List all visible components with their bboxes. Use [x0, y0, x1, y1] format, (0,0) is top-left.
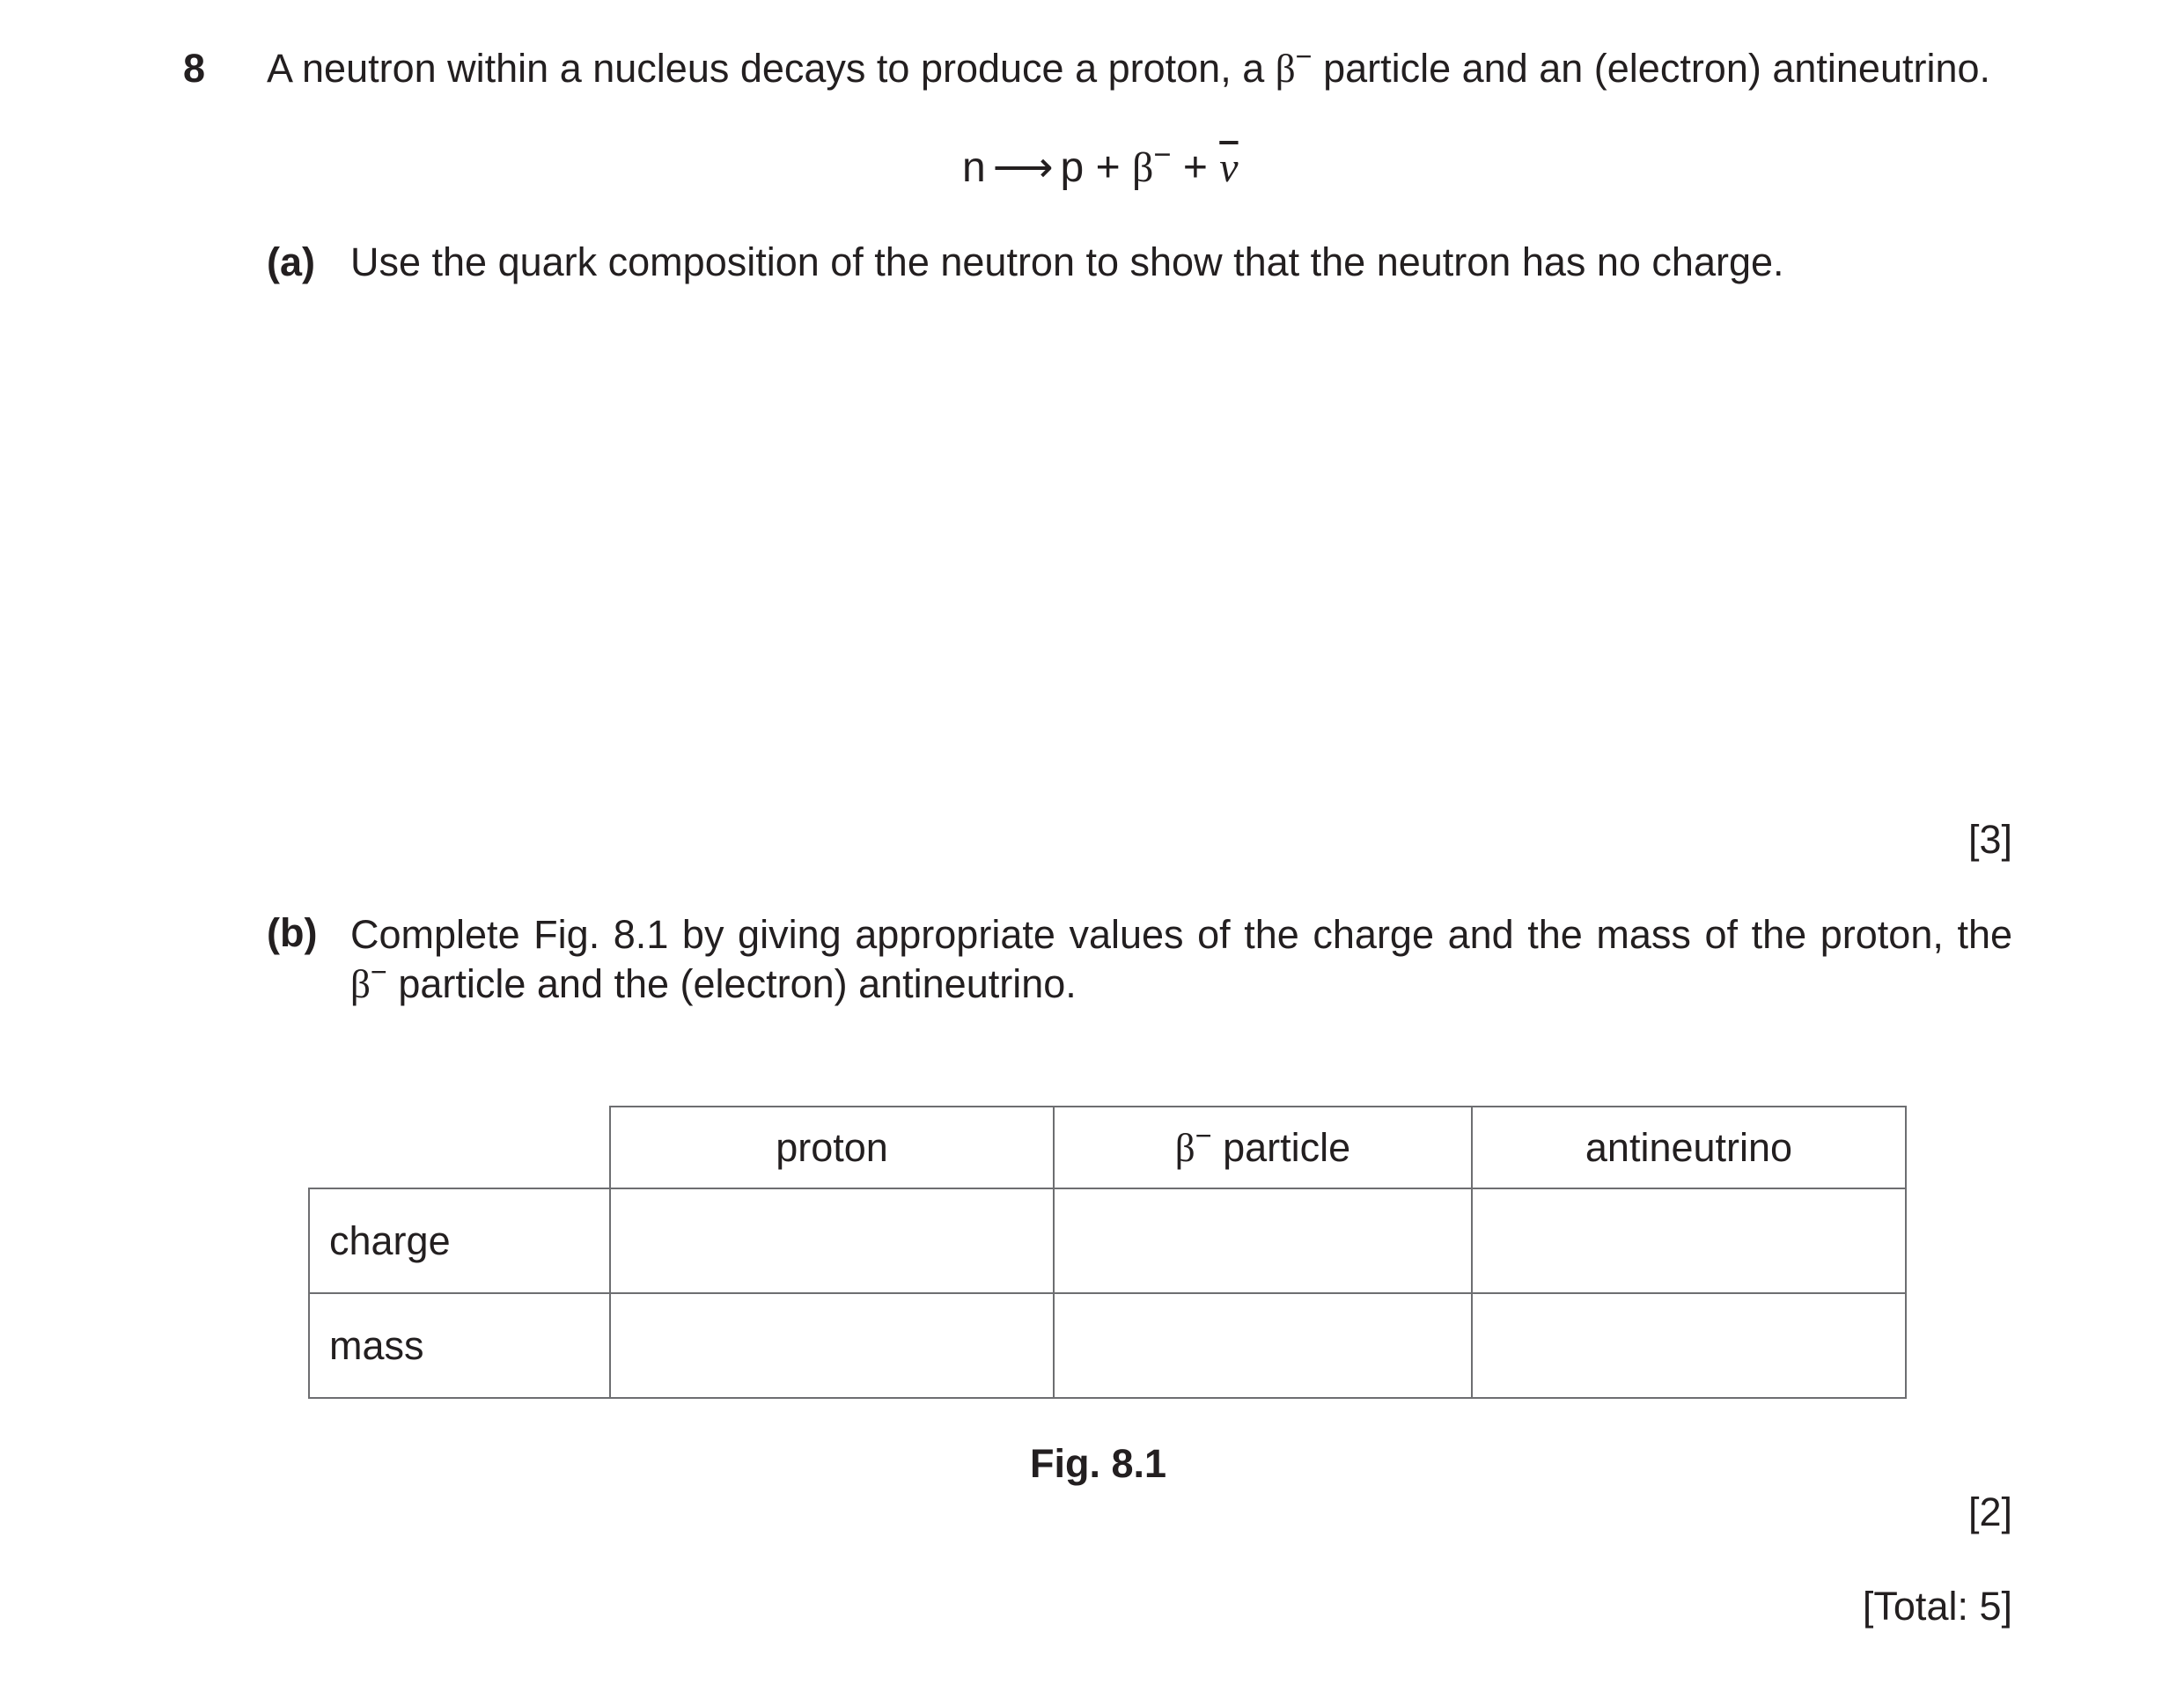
- part-a-question: Use the quark composition of the neutron to show that the neutron has no charge.: [350, 239, 1784, 284]
- answer-cell-proton-mass[interactable]: [610, 1293, 1054, 1398]
- minus-superscript: −: [1295, 40, 1313, 73]
- column-header-beta-particle: [1054, 1107, 1472, 1188]
- minus-superscript: −: [370, 956, 387, 989]
- total-marks: [Total: 5]: [1862, 1584, 2012, 1629]
- equation-beta-minus: −: [1153, 138, 1172, 172]
- beta-symbol: β: [1174, 1125, 1195, 1170]
- answer-cell-antineutrino-charge[interactable]: [1472, 1188, 1906, 1293]
- beta-particle-label: particle: [1211, 1124, 1351, 1170]
- answer-cell-beta-mass[interactable]: [1054, 1293, 1472, 1398]
- question-number: 8: [183, 46, 206, 91]
- table-corner: [309, 1107, 610, 1188]
- part-a-marks: [3]: [1967, 817, 2012, 862]
- row-label-charge: charge: [309, 1188, 610, 1293]
- answer-cell-proton-charge[interactable]: [610, 1188, 1054, 1293]
- column-header-antineutrino: antineutrino: [1472, 1107, 1906, 1188]
- equation-antineutrino: $\overline{\nu}$: [1219, 144, 1239, 191]
- equation-plus-2: +: [1182, 144, 1208, 191]
- equation-neutron: n: [962, 144, 986, 191]
- question-intro: [267, 40, 1991, 92]
- intro-text-start: A neutron within a nucleus decays to produce a proton, a: [267, 46, 1276, 91]
- equation-plus: +: [1095, 144, 1121, 191]
- part-b-marks: [2]: [1967, 1489, 2012, 1534]
- row-label-mass: mass: [309, 1293, 610, 1398]
- column-header-proton: proton: [610, 1107, 1054, 1188]
- equation-proton: p: [1060, 144, 1085, 191]
- beta-symbol: β: [350, 962, 371, 1006]
- part-b-question: [350, 910, 2012, 1009]
- right-arrow-icon: ⟶: [992, 144, 1054, 191]
- part-a-label: (a): [267, 239, 315, 284]
- beta-symbol: β: [1275, 47, 1296, 91]
- minus-superscript: −: [1195, 1119, 1212, 1151]
- answer-cell-antineutrino-mass[interactable]: [1472, 1293, 1906, 1398]
- part-b-text-start: Complete Fig. 8.1 by giving appropriate values of the charge and the mass of the proton, the: [350, 912, 2012, 957]
- part-b-label: (b): [267, 910, 318, 955]
- equation-beta: β: [1131, 144, 1154, 191]
- part-b-text-end: particle and the (electron) antineutrino.: [386, 961, 1077, 1006]
- fig-8-1-table: [308, 1106, 1907, 1399]
- answer-cell-beta-charge[interactable]: [1054, 1188, 1472, 1293]
- decay-equation: [962, 138, 1239, 192]
- intro-text-end: particle and an (electron) antineutrino.: [1312, 46, 1991, 91]
- figure-caption: Fig. 8.1: [1030, 1441, 1167, 1486]
